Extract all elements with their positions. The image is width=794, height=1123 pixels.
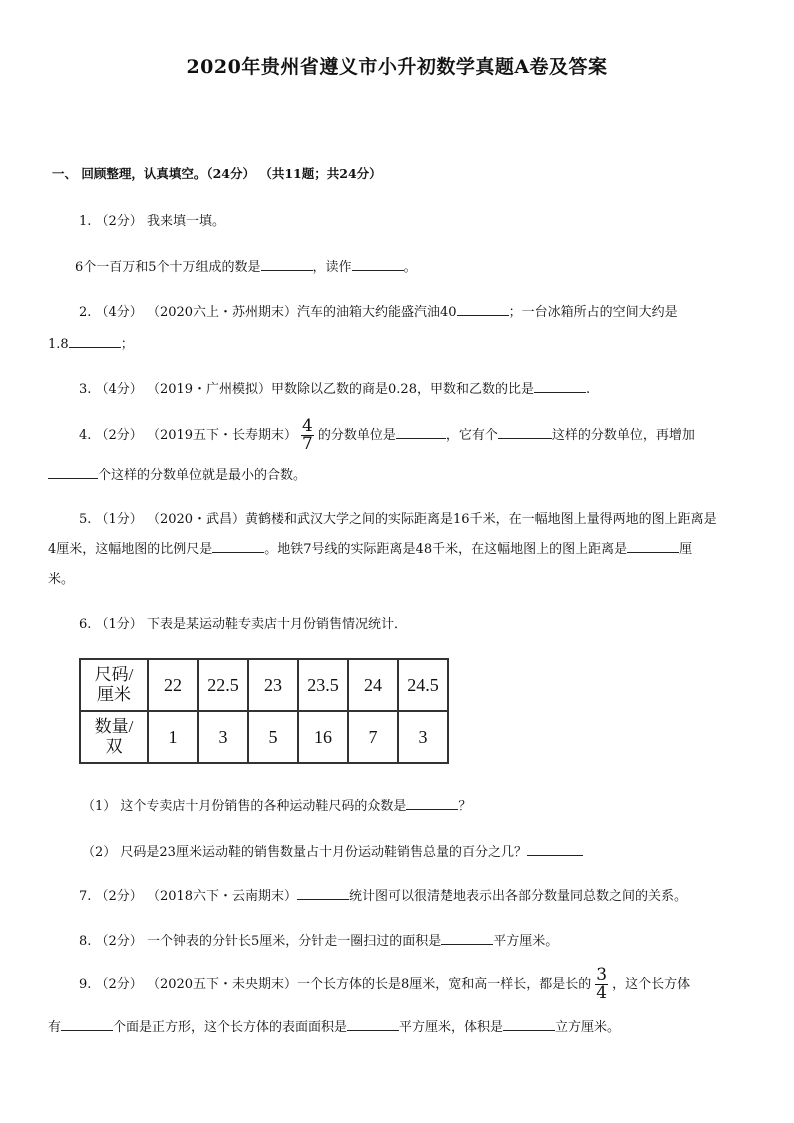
q2-text-3: ； [120, 337, 134, 352]
answer-blank[interactable] [627, 539, 679, 553]
q9-text-5: 立方厘米。 [555, 1020, 621, 1035]
answer-blank[interactable] [406, 796, 458, 810]
table-cell: 3 [198, 711, 248, 763]
q9-text-1: ，这个长方体 [612, 977, 691, 992]
answer-blank[interactable] [396, 425, 446, 439]
fraction-3-4 [595, 967, 608, 1002]
table-cell: 16 [298, 711, 348, 763]
question-3 [79, 378, 590, 397]
page-title: 2020年贵州省遵义市小升初数学真题A卷及答案 [186, 56, 608, 78]
answer-blank[interactable] [48, 465, 98, 479]
question-7 [79, 885, 687, 904]
q6-sub2-text: （2） 尺码是23厘米运动鞋的销售数量占十月份运动鞋销售总量的百分之几？ [82, 845, 527, 860]
answer-blank[interactable] [527, 842, 583, 856]
table-header-text: 厘米 [97, 685, 131, 704]
q8-head: 8. （2分） 一个钟表的分针长5厘米，分针走一圈扫过的面积是 [79, 934, 442, 949]
q3-text-end: . [585, 382, 591, 397]
question-4-line-2 [48, 464, 306, 483]
question-9-line-2 [48, 1016, 620, 1035]
question-4-line-1 [79, 418, 695, 453]
question-1-body [75, 256, 417, 275]
question-6-head: 6. （1分） 下表是某运动鞋专卖店十月份销售情况统计． [79, 617, 407, 632]
q5-text-3: 厘 [679, 542, 693, 557]
q4-text-2: ，它有个 [445, 428, 498, 443]
table-header-text: 双 [105, 737, 123, 756]
fraction-4-7 [301, 418, 314, 453]
table-header-text: 尺码/ [94, 665, 134, 684]
q2-text-2: 1.8 [48, 337, 69, 352]
q9-text-3: 个面是正方形，这个长方体的表面面积是 [113, 1020, 348, 1035]
q9-head: 9. （2分） （2020五下・未央期末）一个长方体的长是8厘米，宽和高一样长，都是长的 [79, 977, 592, 992]
table-cell: 3 [398, 711, 448, 763]
answer-blank[interactable] [441, 931, 493, 945]
answer-blank[interactable] [498, 425, 552, 439]
q4-text-3: 这样的分数单位，再增加 [551, 428, 695, 443]
q3-text: 3. （4分） （2019・广州模拟）甲数除以乙数的商是0.28，甲数和乙数的比是 [79, 382, 534, 397]
answer-blank[interactable] [352, 257, 404, 271]
q9-text-4: 平方厘米，体积是 [399, 1020, 504, 1035]
table-cell: 5 [248, 711, 298, 763]
fraction-numerator: 3 [596, 965, 608, 985]
q7-text: 统计图可以很清楚地表示出各部分数量同总数之间的关系。 [349, 889, 688, 904]
answer-blank[interactable] [261, 257, 313, 271]
answer-blank[interactable] [297, 886, 349, 900]
question-1-head: 1. （2分） 我来填一填。 [79, 214, 225, 229]
fraction-denominator: 7 [302, 434, 313, 454]
q4-head: 4. （2分） （2019五下・长寿期末） [79, 428, 298, 443]
question-2-line-1 [79, 301, 678, 320]
answer-blank[interactable] [457, 302, 509, 316]
sales-table [79, 658, 449, 764]
table-row [80, 659, 448, 711]
q7-head: 7. （2分） （2018六下・云南期末） [79, 889, 298, 904]
table-cell: 7 [348, 711, 398, 763]
q5-text-2: 。地铁7号线的实际距离是48千米，在这幅地图上的图上距离是 [264, 542, 628, 557]
table-cell: 24.5 [398, 659, 448, 711]
question-2-line-2 [48, 333, 134, 352]
table-header-text: 数量/ [94, 717, 134, 736]
q1-text-3: 。 [403, 260, 417, 275]
section-heading: 一、 回顾整理，认真填空。（24分） （共11题；共24分） [52, 166, 382, 181]
answer-blank[interactable] [69, 334, 121, 348]
question-6-sub-1 [82, 795, 471, 814]
answer-blank[interactable] [347, 1017, 399, 1031]
question-5-line-2 [48, 538, 692, 557]
table-row [80, 711, 448, 763]
q2-text-1: ；一台冰箱所占的空间大约是 [508, 305, 678, 320]
fraction-denominator: 4 [596, 983, 608, 1003]
table-header-count [80, 711, 148, 763]
q8-text: 平方厘米。 [493, 934, 559, 949]
table-cell: 1 [148, 711, 198, 763]
q6-sub1-end: ？ [458, 799, 472, 814]
answer-blank[interactable] [212, 539, 264, 553]
table-cell: 23.5 [298, 659, 348, 711]
q2-head: 2. （4分） （2020六上・苏州期末）汽车的油箱大约能盛汽油40 [79, 305, 457, 320]
q6-sub1-text: （1） 这个专卖店十月份销售的各种运动鞋尺码的众数是 [82, 799, 407, 814]
answer-blank[interactable] [534, 379, 586, 393]
table-cell: 24 [348, 659, 398, 711]
fraction-numerator: 4 [302, 416, 313, 436]
q5-text-1: 4厘米，这幅地图的比例尺是 [48, 542, 213, 557]
q9-text-2: 有 [48, 1020, 62, 1035]
question-5-line-3: 米。 [48, 572, 75, 587]
answer-blank[interactable] [61, 1017, 113, 1031]
table-header-size [80, 659, 148, 711]
q4-text-1: 的分数单位是 [317, 428, 396, 443]
answer-blank[interactable] [503, 1017, 555, 1031]
q1-text-2: ，读作 [312, 260, 352, 275]
table-cell: 23 [248, 659, 298, 711]
q4-text-4: 个这样的分数单位就是最小的合数。 [98, 468, 307, 483]
q1-text-1: 6个一百万和5个十万组成的数是 [75, 260, 261, 275]
table-cell: 22.5 [198, 659, 248, 711]
question-5-line-1: 5. （1分） （2020・武昌）黄鹤楼和武汉大学之间的实际距离是16千米，在一幅地图上量得两地的图上距离是 [79, 512, 717, 527]
question-6-sub-2 [82, 841, 583, 860]
table-cell: 22 [148, 659, 198, 711]
question-8 [79, 930, 558, 949]
question-9-line-1 [79, 967, 690, 1002]
